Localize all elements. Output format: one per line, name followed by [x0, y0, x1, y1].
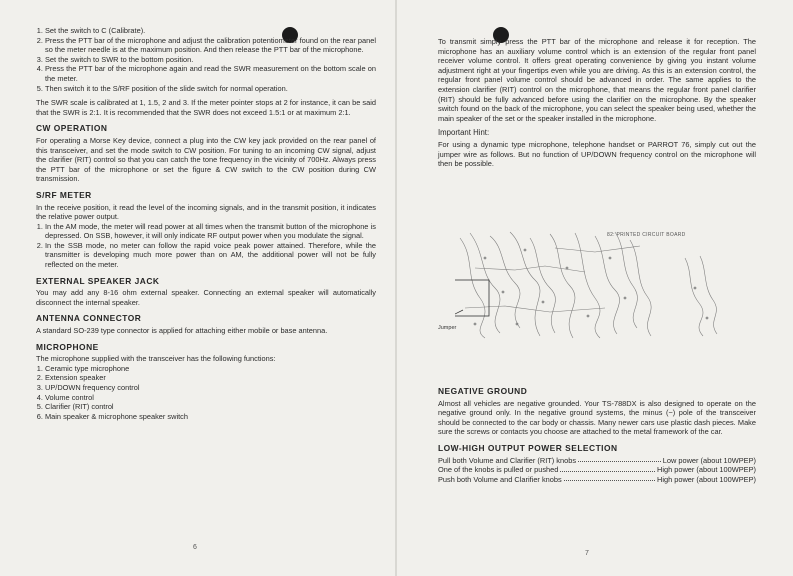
antenna-connector-heading: ANTENNA CONNECTOR — [36, 313, 142, 324]
srf-meter-heading: S/RF METER — [36, 189, 92, 200]
microphone-function: 6. Main speaker & microphone speaker switch — [45, 412, 376, 422]
power-row — [438, 465, 756, 475]
power-row-result: Low power (about 10WPEP) — [662, 455, 756, 465]
swr-step: 4. Press the PTT bar of the microphone again and read the SWR measurement on the bottom scale on the meter. — [45, 64, 376, 83]
negative-ground-text: Almost all vehicles are negative grounded. Your TS-788DX is also designed to operate on the negative ground only. In the negative ground systems, the minus (−) pole of the transceiver should be connected to the car body or chassis. Many newer cars use plastic dash pieces. Make sure the screws or contacts you choose are attached to the metal framework of the car. — [438, 398, 756, 437]
leader-dots — [560, 465, 655, 472]
swr-step: 5. Then switch it to the S/RF position of the slide switch for normal operation. — [45, 84, 376, 94]
microphone-text: The microphone supplied with the transceiver has the following functions: — [36, 354, 276, 364]
swr-step: 2. Press the PTT bar of the microphone and adjust the calibration potentiometer found on the rear panel so the meter needle is at the maximum position. And then release the PTT bar of the microphone. — [45, 36, 376, 55]
srf-meter-list — [36, 222, 376, 270]
swr-step: 3. Set the switch to SWR to the bottom position. — [45, 55, 376, 65]
page-number-left: 6 — [193, 544, 197, 551]
microphone-function: 3. UP/DOWN frequency control — [45, 383, 376, 393]
transmit-text: To transmit simply press the PTT bar of the microphone and release it for reception. The microphone has an auxiliary volume control which is an extension of the regular front panel receiver volume control. It offers great operating convenience by giving you instant volume adjustment right at your fingertips even while you are driving. As this is an extension control, the regular front panel volume control should be advanced in order. The same applies to the extension clarifier (RIT) control on the microphone, that means the regular front panel clarifier (RIT) should be fully advanced before using the clarifier on the microphone. By the speaker switch found on the back of the microphone, you can select the speaker being used, whether the main speaker of the set or the speaker installed in the microphone. — [438, 37, 756, 123]
jumper-label: Jumper — [438, 325, 457, 331]
microphone-heading: MICROPHONE — [36, 341, 99, 352]
microphone-function: 1. Ceramic type microphone — [45, 364, 376, 374]
cw-operation-text: For operating a Morse Key device, connect a plug into the CW key jack provided on the rear panel of this transceiver, and set the mode switch to CW position. For tuning to an incoming CW signal, adjust the clarifier (RIT) control so that you can catch the tone frequency in the vicinity of 700Hz. Always press the PTT bar of the microphone or set the figure & CW switch to the CW position during CW transmission. — [36, 135, 376, 184]
power-row-action: One of the knobs is pulled or pushed — [438, 465, 559, 475]
swr-step: 1. Set the switch to C (Calibrate). — [45, 26, 376, 36]
jumper-highlight-box — [455, 280, 489, 316]
cw-operation-heading: CW OPERATION — [36, 123, 108, 134]
right-page-lower — [438, 380, 756, 484]
srf-meter-item: 2. In the SSB mode, no meter can follow the rapid voice peak power attained. Therefore, while the transmitter is developing much more power than on AM, the additional power will not be fully reflected on the meter. — [45, 241, 376, 270]
microphone-function: 2. Extension speaker — [45, 373, 376, 383]
external-speaker-heading: EXTERNAL SPEAKER JACK — [36, 275, 160, 286]
page-fold — [395, 0, 397, 576]
swr-note: The SWR scale is calibrated at 1, 1.5, 2 and 3. If the meter pointer stops at 2 for instance, it can be said that the SWR is 2:1. It is recommended that the SWR does not exceed 1.5:1 or at maximum 2:1. — [36, 98, 376, 117]
power-selection-heading: LOW-HIGH OUTPUT POWER SELECTION — [438, 442, 618, 453]
power-row-result: High power (about 100WPEP) — [656, 474, 756, 484]
swr-steps — [36, 26, 376, 93]
leader-dots — [564, 475, 655, 482]
pcb-diagram — [455, 228, 725, 342]
power-row — [438, 475, 756, 485]
power-row-result: High power (about 100WPEP) — [656, 465, 756, 475]
microphone-functions — [36, 364, 376, 422]
left-page — [36, 26, 376, 426]
important-hint-text: For using a dynamic type microphone, telephone handset or PARROT 76, simply cut out the jumper wire as follows. But no function of UP/DOWN frequency control on the microphone will then be possible. — [438, 139, 756, 169]
power-row-action: Pull both Volume and Clarifier (RIT) knobs — [438, 455, 577, 465]
right-page — [438, 37, 756, 174]
power-row-action: Push both Volume and Clarifier knobs — [438, 474, 562, 484]
microphone-function: 5. Clarifier (RIT) control — [45, 402, 376, 412]
negative-ground-heading: NEGATIVE GROUND — [438, 386, 528, 396]
srf-meter-text: In the receive position, it read the level of the incoming signals, and in the transmit position, it indicates the relative power output. — [36, 202, 376, 222]
power-row — [438, 456, 756, 466]
important-hint-heading: Important Hint: — [438, 128, 490, 138]
pcb-label: 82: PRINTED CIRCUIT BOARD — [607, 232, 686, 238]
srf-meter-item: 1. In the AM mode, the meter will read power at all times when the transmit button of the microphone is depressed. On SSB, however, it will only indicate RF output power when you modulate the signal. — [45, 222, 376, 241]
external-speaker-text: You may add any 8-16 ohm external speaker. Connecting an external speaker will automatically disconnect the internal speaker. — [36, 288, 376, 307]
page-number-right: 7 — [585, 550, 589, 557]
leader-dots — [578, 456, 661, 463]
antenna-connector-text: A standard SO-239 type connector is applied for attaching either mobile or base antenna. — [36, 326, 328, 336]
microphone-function: 4. Volume control — [45, 393, 376, 403]
